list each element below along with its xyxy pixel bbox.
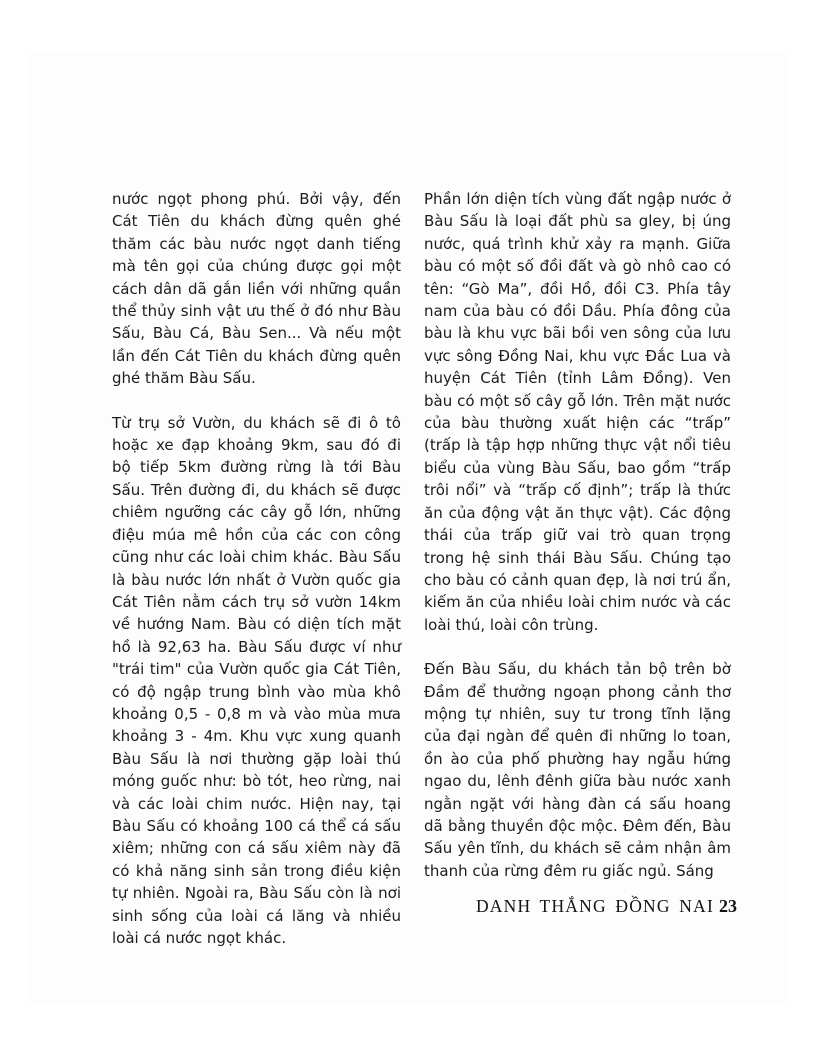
running-title: DANH THẮNG ĐỒNG NAI xyxy=(475,896,714,916)
page-footer xyxy=(476,896,737,917)
left-column xyxy=(112,188,401,949)
right-column xyxy=(424,188,731,949)
paragraph: Đến Bàu Sấu, du khách tản bộ trên bờ Đầm để thưởng ngoạn phong cảnh thơ mộng tự nhiên, suy tư trong tĩnh lặng của đại ngàn để quên đi những lo toan, ồn ào của phố phường hay ngẫu hứng ngao du, lênh đênh giữa bàu nước xanh ngằn ngặt với hàng đàn cá sấu hoang dã bằng thuyền độc mộc. Đêm đến, Bàu Sấu yên tĩnh, du khách sẽ cảm nhận âm thanh của rừng đêm ru giấc ngủ. Sáng xyxy=(424,660,731,880)
paragraph: nước ngọt phong phú. Bởi vậy, đến Cát Tiên du khách đừng quên ghé thăm các bàu nước ngọt danh tiếng mà tên gọi của chúng được gọi một cách dân dã gắn liền với những quần thể thủy sinh vật ưu thế ở đó như Bàu Sấu, Bàu Cá, Bàu Sen... Và nếu một lần đến Cát Tiên du khách đừng quên ghé thăm Bàu Sấu. xyxy=(112,190,401,388)
paragraph: Phần lớn diện tích vùng đất ngập nước ở Bàu Sấu là loại đất phù sa gley, bị úng nước, quá trình khử xảy ra mạnh. Giữa bàu có một số đồi đất và gò nhô cao có tên: “Gò Ma”, đồi Hồ, đồi C3. Phía tây nam của bàu có đồi Dầu. Phía đông của bàu là khu vực bãi bồi ven sông của lưu vực sông Đồng Nai, khu vực Đắc Lua và huyện Cát Tiên (tỉnh Lâm Đồng). Ven bàu có một số cây gỗ lớn. Trên mặt nước của bàu thường xuất hiện các “trấp” (trấp là tập hợp những thực vật nổi tiêu biểu của vùng Bàu Sấu, bao gồm “trấp trôi nổi” và “trấp cố định”; trấp là thức ăn của động vật ăn thực vật). Các động thái của trấp giữ vai trò quan trọng trong hệ sinh thái Bàu Sấu. Chúng tạo cho bàu có cảnh quan đẹp, là nơi trú ẩn, kiếm ăn của nhiều loài chim nước và các loài thú, loài côn trùng. xyxy=(424,190,731,634)
text-columns xyxy=(112,188,731,949)
page-number: 23 xyxy=(719,896,737,916)
paragraph: Từ trụ sở Vườn, du khách sẽ đi ô tô hoặc xe đạp khoảng 9km, sau đó đi bộ tiếp 5km đường rừng là tới Bàu Sấu. Trên đường đi, du khách sẽ được chiêm ngưỡng các cây gỗ lớn, những điệu múa mê hồn của các con công cũng như các loài chim khác. Bàu Sấu là bàu nước lớn nhất ở Vườn quốc gia Cát Tiên nằm cách trụ sở vườn 14km về hướng Nam. Bàu có diện tích mặt hồ là 92,63 ha. Bàu Sấu được ví như "trái tim" của Vườn quốc gia Cát Tiên, có độ ngập trung bình vào mùa khô khoảng 0,5 - 0,8 m và vào mùa mưa khoảng 3 - 4m. Khu vực xung quanh Bàu Sấu là nơi thường gặp loài thú móng guốc như: bò tót, heo rừng, nai và các loài chim nước. Hiện nay, tại Bàu Sấu có khoảng 100 cá thể cá sấu xiêm; những con cá sấu xiêm này đã có khả năng sinh sản trong điều kiện tự nhiên. Ngoài ra, Bàu Sấu còn là nơi sinh sống của loài cá lăng và nhiều loài cá nước ngọt khác. xyxy=(112,413,401,947)
